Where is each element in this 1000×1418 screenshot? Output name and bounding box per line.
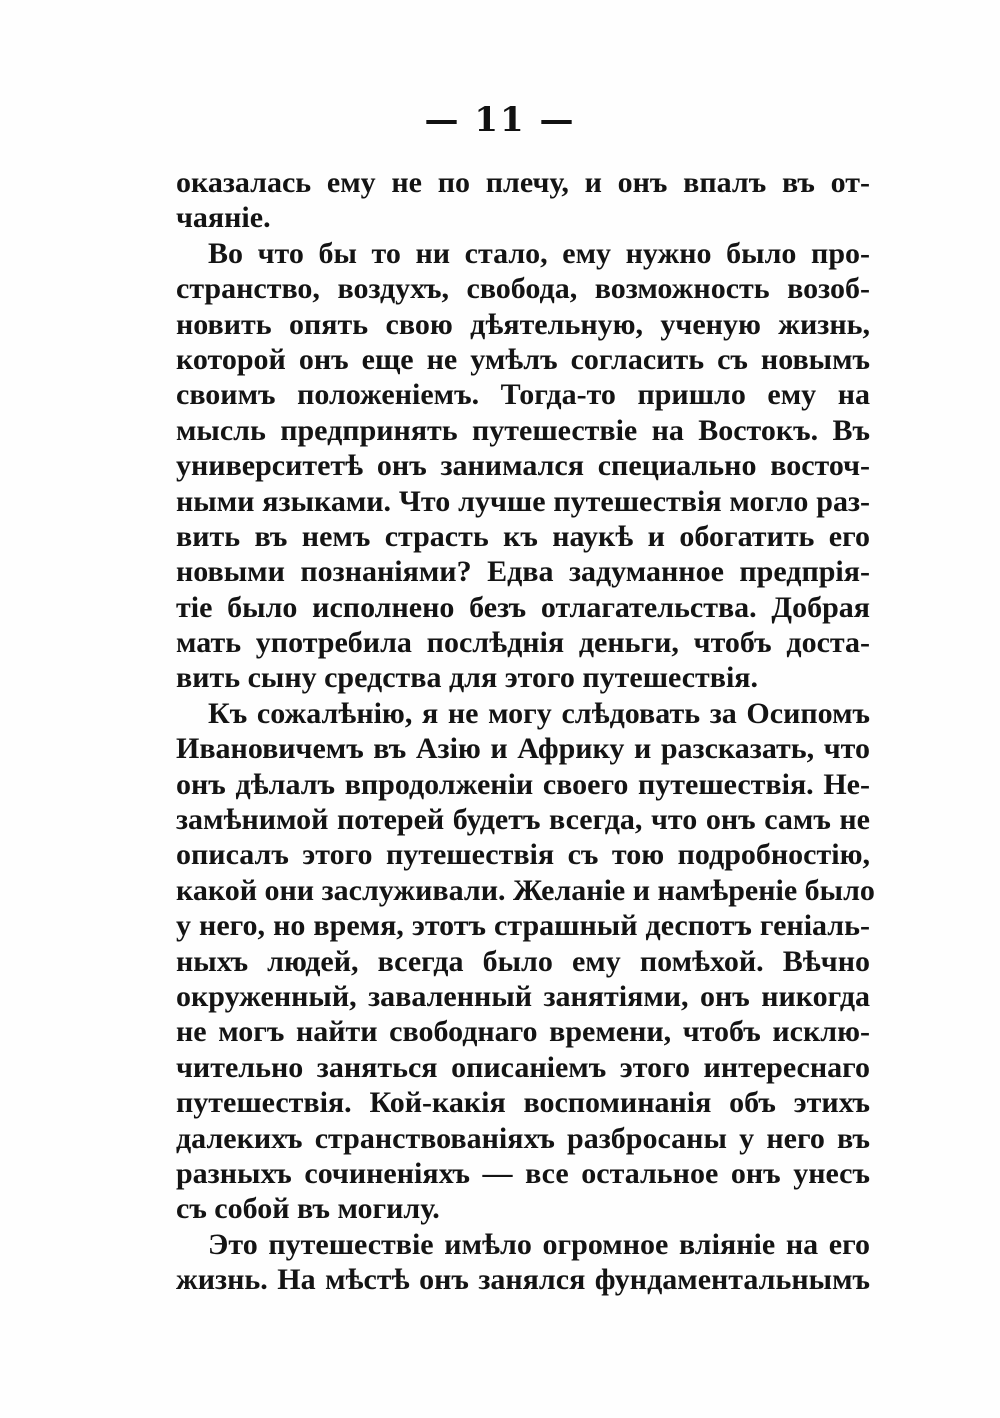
text-line: ныхъ людей, всегда было ему помѣхой. Вѣчно (176, 944, 870, 978)
text-line: съ собой въ могилу. (176, 1192, 440, 1226)
text-line: онъ дѣлалъ впродолженіи своего путешествія. Не- (176, 767, 870, 801)
text-line: окруженный, заваленный занятіями, онъ никогда (176, 979, 870, 1013)
text-line: разныхъ сочиненіяхъ — все остальное онъ унесъ (176, 1156, 870, 1190)
page-number: — 11 — (424, 100, 576, 140)
text-line: Къ сожалѣнію, я не могу слѣдовать за Осипомъ (208, 696, 870, 730)
text-line: жизнь. На мѣстѣ онъ занялся фундаментальнымъ (176, 1263, 870, 1297)
paragraph (176, 696, 875, 1227)
paragraph (176, 1227, 870, 1298)
text-line: описалъ этого путешествія съ тою подробностію, (176, 838, 870, 872)
text-line: мать употребила послѣднія деньги, чтобъ доста- (176, 626, 870, 660)
text-line: новить опять свою дѣятельную, ученую жизнь, (176, 307, 870, 341)
paragraph (176, 236, 870, 696)
text-line: вить сыну средства для этого путешествія. (176, 661, 759, 695)
text-line: не могъ найти свободнаго времени, чтобъ исклю- (176, 1015, 870, 1049)
text-line: путешествія. Кой-какія воспоминанія объ этихъ (176, 1086, 870, 1120)
text-line: которой онъ еще не умѣлъ согласить съ новымъ (176, 342, 870, 376)
body-text (176, 165, 875, 1298)
text-line: мысль предпринять путешествіе на Востокъ. Въ (176, 413, 870, 447)
text-line: Это путешествіе имѣло огромное вліяніе на его (208, 1227, 870, 1261)
text-line: странство, воздухъ, свобода, возможность возоб- (176, 272, 870, 306)
text-line: какой они заслуживали. Желаніе и намѣреніе было (176, 873, 875, 907)
text-line: Во что бы то ни стало, ему нужно было про- (208, 236, 870, 270)
text-line: университетѣ онъ занимался специально восточ- (176, 449, 870, 483)
text-line: своимъ положеніемъ. Тогда-то пришло ему на (176, 378, 870, 412)
text-line: новыми познаніями? Едва задуманное предпрія- (176, 555, 870, 589)
text-line: вить въ немъ страсть къ наукѣ и обогатить его (176, 519, 870, 553)
text-line: у него, но время, этотъ страшный деспотъ геніаль- (176, 909, 870, 943)
text-line: Ивановичемъ въ Азію и Африку и разсказать, что (176, 732, 870, 766)
text-line: чительно заняться описаніемъ этого интереснаго (176, 1050, 870, 1084)
text-line: оказалась ему не по плечу, и онъ впалъ въ от- (176, 166, 870, 199)
text-line: чаяніе. (176, 201, 271, 235)
text-line: далекихъ странствованіяхъ разбросаны у него въ (176, 1121, 870, 1155)
text-line: тіе было исполнено безъ отлагательства. Добрая (176, 590, 870, 624)
text-line: ными языками. Что лучше путешествія могло раз- (176, 484, 870, 518)
paragraph (176, 165, 870, 236)
text-line: замѣнимой потерей будетъ всегда, что онъ самъ не (176, 803, 870, 837)
